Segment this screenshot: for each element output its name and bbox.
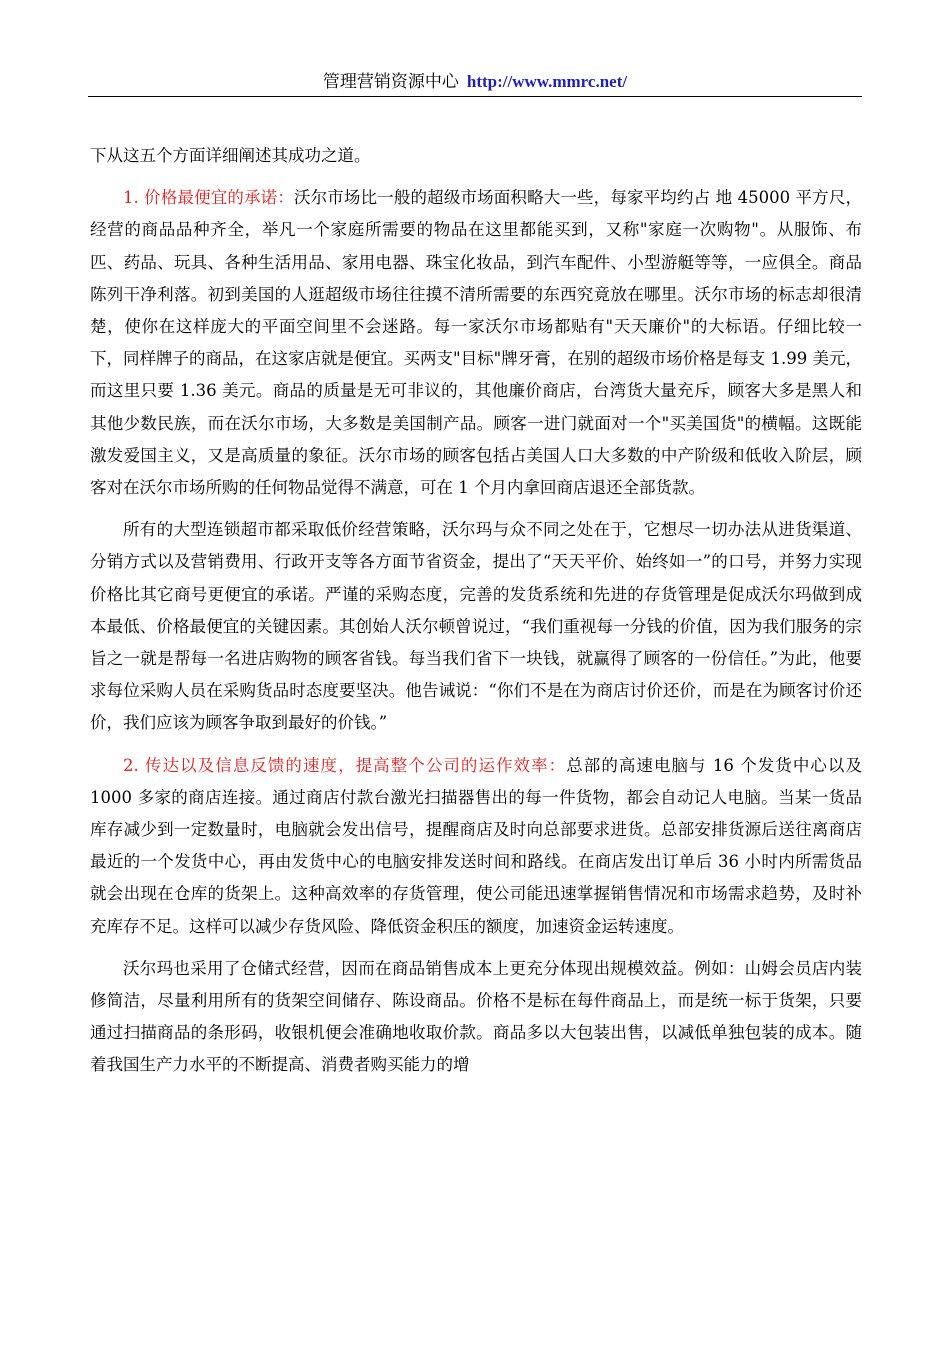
document-body	[90, 140, 862, 1092]
section-heading-feedback: 2. 传达以及信息反馈的速度，提高整个公司的运作效率：	[123, 755, 567, 775]
paragraph-info-feedback	[90, 750, 862, 943]
paragraph-text: 沃尔玛也采用了仓储式经营，因而在商品销售成本上更充分体现出规模效益。例如：山姆会员店内装修简洁，尽量利用所有的货架空间储存、陈设商品。价格不是标在每件商品上，而是统一标于货架，只要通过扫描商品的条形码，收银机便会准确地收取价款。商品多以大包装出售，以减低单独包装的成本。随着我国生产力水平的不断提高、消费者购买能力的增	[90, 958, 862, 1075]
header-divider	[88, 96, 862, 97]
paragraph-text: 下从这五个方面详细阐述其成功之道。	[90, 146, 371, 165]
paragraph-intro	[90, 140, 862, 172]
paragraph-text: 沃尔市场比一般的超级市场面积略大一些，每家平均约占 地 45000 平方尺，经营的商品品种齐全，举凡一个家庭所需要的物品在这里都能买到，又称"家庭一次购物"。从服饰、布匹、药品、玩具、各种生活用品、家用电器、珠宝化妆品，到汽车配件、小型游艇等等，一应俱全。商品陈列干净利落。初到美国的人逛超级市场往往摸不清所需要的东西究竟放在哪里。沃尔市场的标志却很清楚，使你在这样庞大的平面空间里不会迷路。每一家沃尔市场都贴有"天天廉价"的大标语。仔细比较一下，同样牌子的商品，在这家店就是便宜。买两支"目标"牌牙膏，在别的超级市场价格是每支 1.99 美元，而这里只要 1.36 美元。商品的质量是无可非议的，其他廉价商店，台湾货大量充斥，顾客大多是黑人和其他少数民族，而在沃尔市场，大多数是美国制产品。顾客一进门就面对一个"买美国货"的横幅。这既能激发爱国主义，又是高质量的象征。沃尔市场的顾客包括占美国人口大多数的中产阶级和低收入阶层，顾客对在沃尔市场所购的任何物品觉得不满意，可在 1 个月内拿回商店退还全部货款。	[90, 188, 862, 498]
paragraph-low-price-strategy	[90, 514, 862, 739]
paragraph-text: 总部的高速电脑与 16 个发货中心以及 1000 多家的商店连接。通过商店付款台激光扫描器售出的每一件货物，都会自动记人电脑。当某一货品库存减少到一定数量时，电脑就会发出信号，提醒商店及时向总部要求进货。总部安排货源后送往离商店最近的一个发货中心，再由发货中心的电脑安排发送时间和路线。在商店发出订单后 36 小时内所需货品就会出现在仓库的货架上。这种高效率的存货管理，使公司能迅速掌握销售情况和市场需求趋势，及时补充库存不足。这样可以减少存货风险、降低资金积压的额度，加速资金运转速度。	[90, 755, 862, 936]
site-url-link[interactable]: http://www.mmrc.net/	[466, 72, 628, 91]
section-heading-price: 1. 价格最便宜的承诺：	[123, 188, 294, 208]
paragraph-warehouse	[90, 953, 862, 1082]
page-header	[88, 70, 862, 94]
paragraph-text: 所有的大型连锁超市都采取低价经营策略，沃尔玛与众不同之处在于，它想尽一切办法从进货渠道、分销方式以及营销费用、行政开支等各方面节省资金，提出了“天天平价、始终如一”的口号，并努力实现价格比其它商号更便宜的承诺。严谨的采购态度，完善的发货系统和先进的存货管理是促成沃尔玛做到成本最低、价格最便宜的关键因素。其创始人沃尔顿曾说过，“我们重视每一分钱的价值，因为我们服务的宗旨之一就是帮每一名进店购物的顾客省钱。每当我们省下一块钱，就赢得了顾客的一份信任。”为此，他要求每位采购人员在采购货品时态度要坚决。他告诫说：“你们不是在为商店讨价还价，而是在为顾客讨价还价，我们应该为顾客争取到最好的价钱。”	[90, 520, 862, 733]
paragraph-price-promise	[90, 182, 862, 504]
site-name: 管理营销资源中心	[322, 72, 459, 92]
